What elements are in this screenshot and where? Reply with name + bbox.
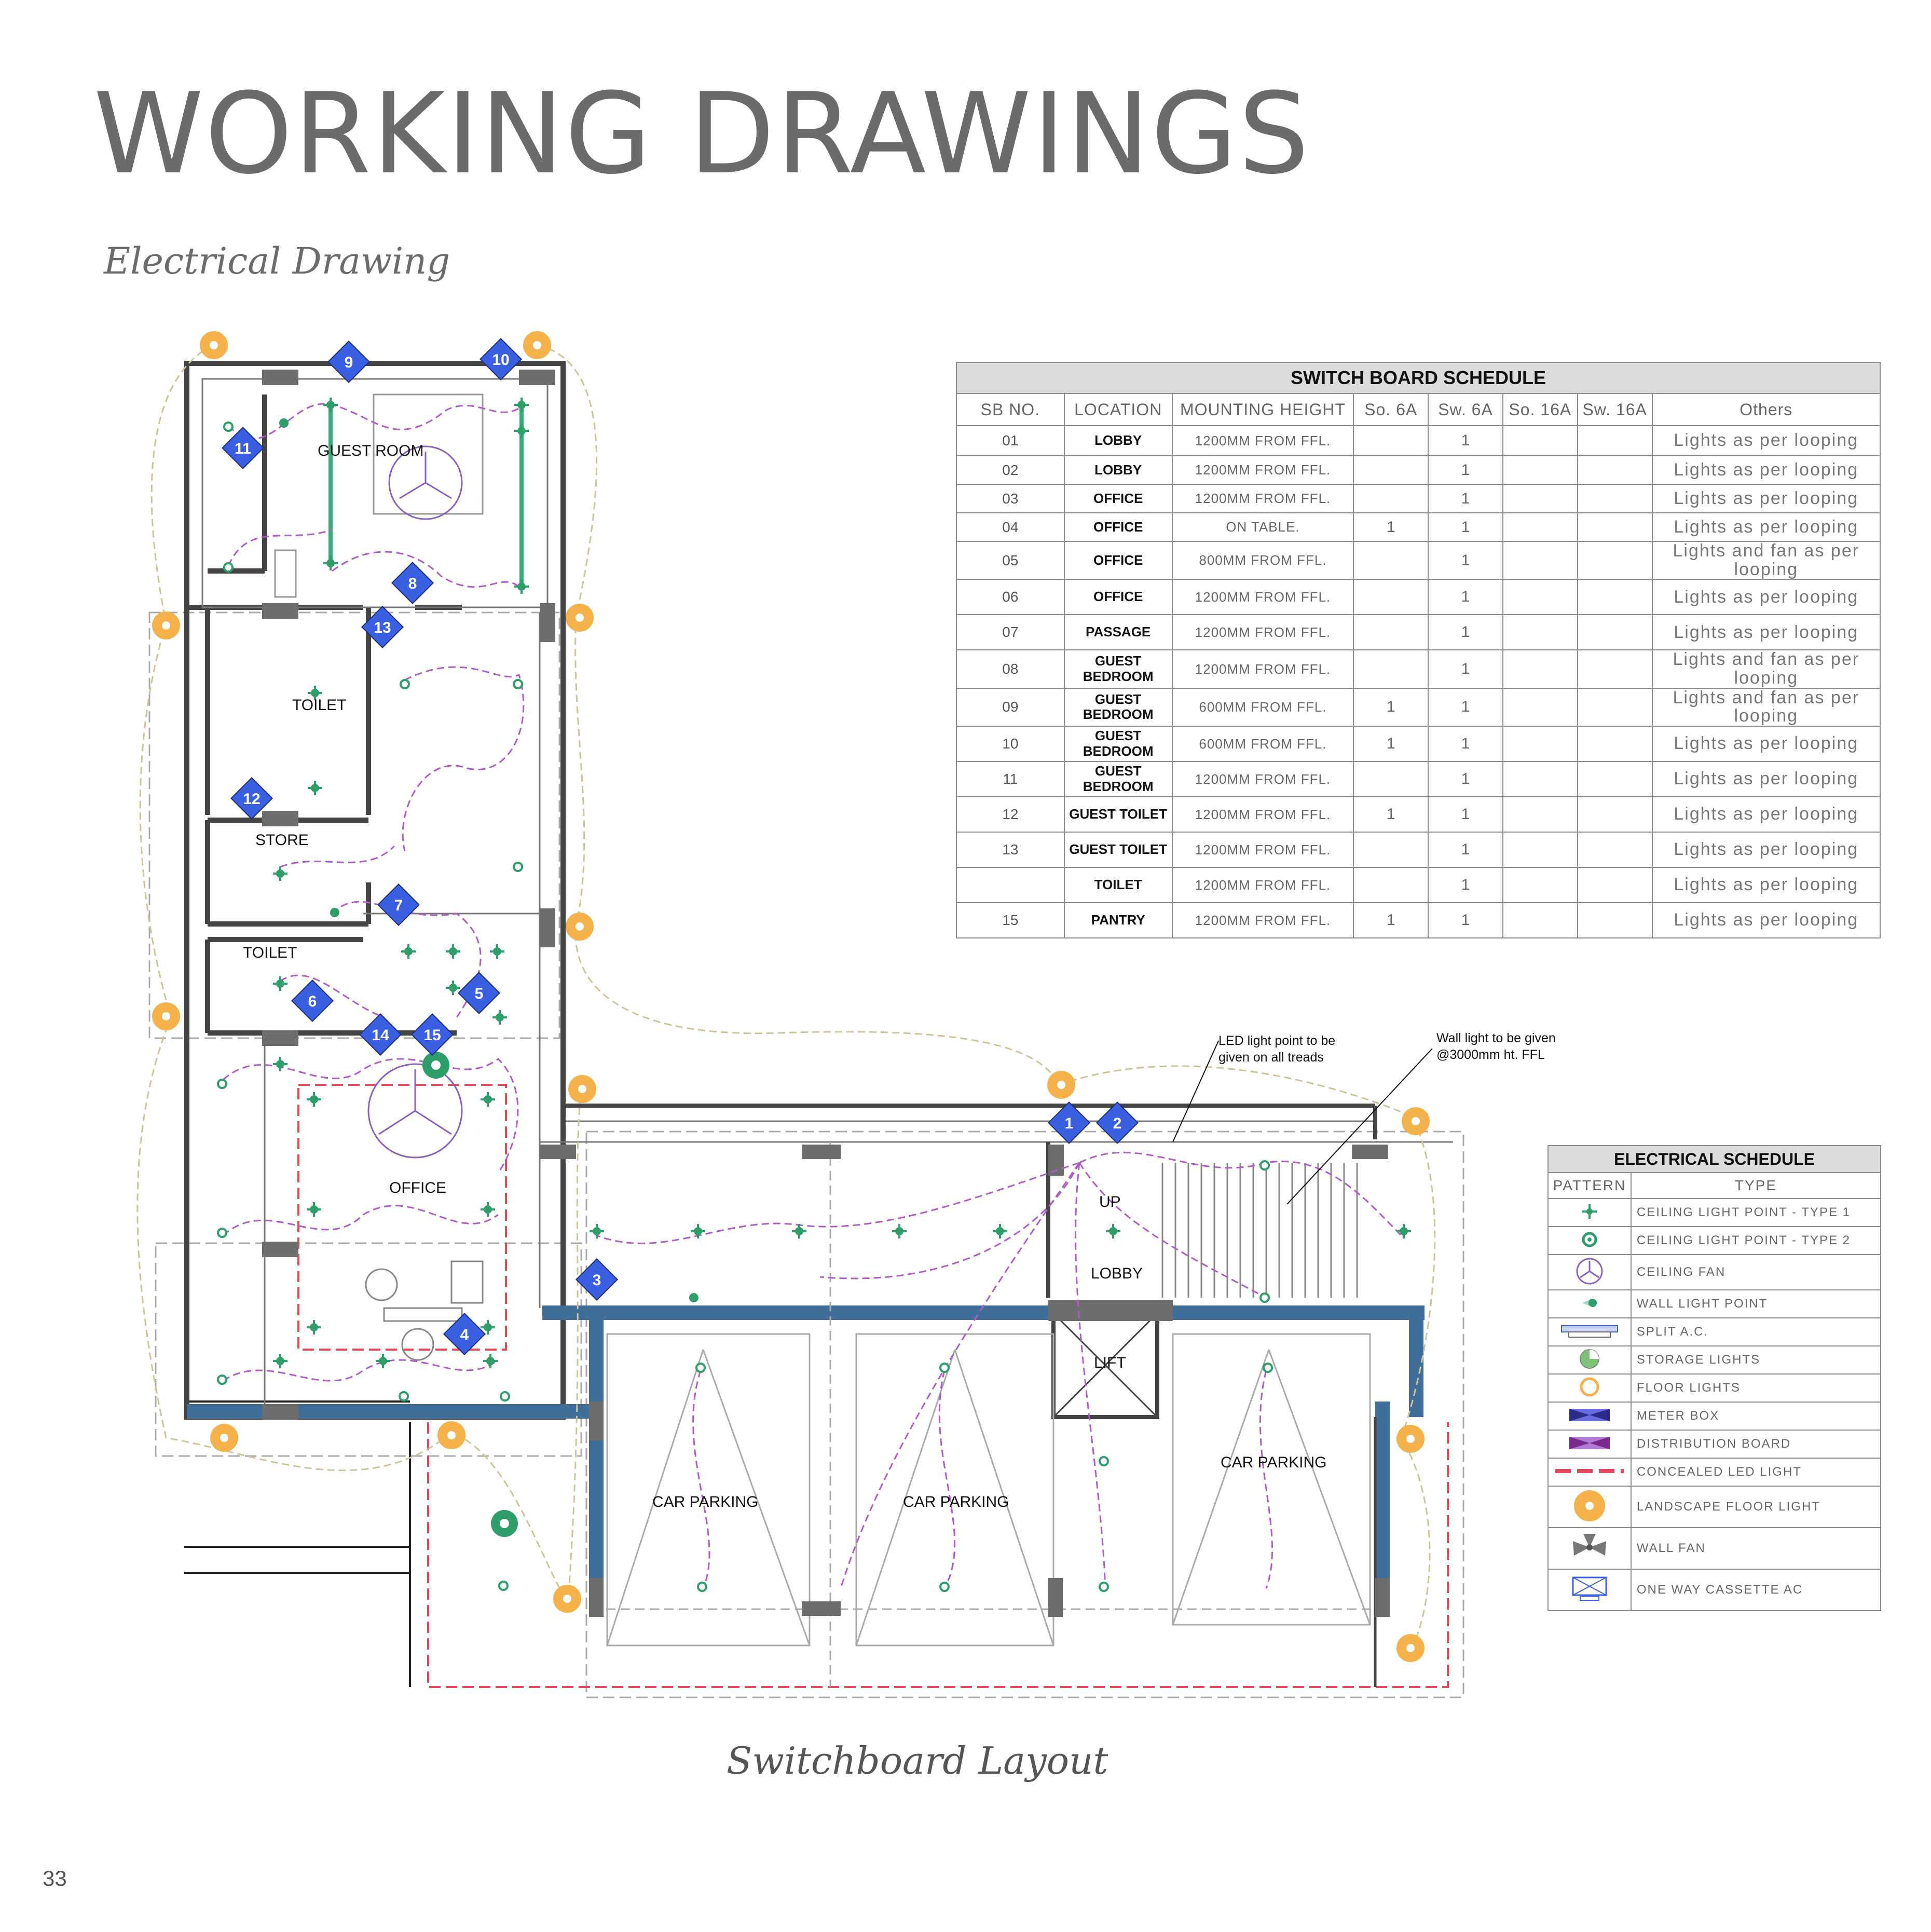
cell-mounting-height: 800MM FROM FFL. (1172, 541, 1354, 579)
col-header-type: TYPE (1631, 1173, 1881, 1199)
cell-so-6a (1353, 615, 1428, 650)
page-title: WORKING DRAWINGS (93, 69, 1310, 199)
stair-up-label: UP (1099, 1193, 1121, 1210)
switchboard-marker-7[interactable] (378, 884, 419, 925)
cell-sb-no: 06 (956, 579, 1064, 615)
cell-location: GUEST BEDROOM (1064, 650, 1172, 688)
electrical-schedule-title: ELECTRICAL SCHEDULE (1548, 1146, 1881, 1173)
electrical-row (1548, 1430, 1881, 1458)
cell-so-16a (1503, 650, 1578, 688)
ceiling-fan-icon (1548, 1255, 1631, 1290)
cell-others: Lights as per looping (1652, 456, 1880, 484)
cell-sb-no (956, 867, 1064, 903)
svg-text:7: 7 (394, 897, 403, 914)
cell-so-6a (1353, 456, 1428, 484)
cell-sw-16a (1578, 650, 1652, 688)
cell-sw-16a (1578, 541, 1652, 579)
cell-so-6a (1353, 867, 1428, 903)
cell-sw-6a: 1 (1428, 867, 1503, 903)
electrical-row (1548, 1255, 1881, 1290)
note-wall-line2: @3000mm ht. FFL (1436, 1047, 1545, 1062)
cell-so-6a: 1 (1353, 726, 1428, 761)
cell-sb-no: 05 (956, 541, 1064, 579)
distribution-board-icon (1548, 1430, 1631, 1458)
cell-sb-no: 02 (956, 456, 1064, 484)
note-led-line2: given on all treads (1218, 1050, 1324, 1065)
electrical-type-label: CEILING FAN (1631, 1255, 1881, 1290)
drawing-notes (1218, 1031, 1556, 1065)
svg-text:3: 3 (592, 1272, 601, 1289)
cell-others: Lights as per looping (1652, 832, 1880, 867)
cell-others: Lights as per looping (1652, 761, 1880, 797)
cell-mounting-height: 1200MM FROM FFL. (1172, 426, 1354, 456)
cell-location: GUEST BEDROOM (1064, 761, 1172, 797)
cell-location: GUEST BEDROOM (1064, 726, 1172, 761)
switchboard-marker-14[interactable] (360, 1014, 401, 1055)
electrical-type-label: STORAGE LIGHTS (1631, 1346, 1881, 1374)
cell-location: TOILET (1064, 867, 1172, 903)
electrical-type-label: CEILING LIGHT POINT - TYPE 2 (1631, 1227, 1881, 1255)
concealed-led-icon (1548, 1458, 1631, 1486)
svg-text:1: 1 (1064, 1115, 1074, 1132)
ceiling-light-type1-icon (1548, 1199, 1631, 1227)
switchboard-marker-4[interactable] (444, 1313, 485, 1354)
cell-so-16a (1503, 513, 1578, 541)
cell-sw-6a: 1 (1428, 832, 1503, 867)
cell-so-16a (1503, 761, 1578, 797)
switchboard-marker-1[interactable] (1048, 1102, 1089, 1143)
cell-so-16a (1503, 456, 1578, 484)
room-label-toilet-2: TOILET (243, 944, 297, 961)
electrical-row (1548, 1528, 1881, 1569)
cell-sw-6a: 1 (1428, 541, 1503, 579)
cell-others: Lights as per looping (1652, 903, 1880, 938)
schedule-row (956, 541, 1880, 579)
cell-so-6a (1353, 761, 1428, 797)
schedule-row (956, 484, 1880, 513)
switchboard-marker-15[interactable] (412, 1014, 453, 1055)
switchboard-marker-2[interactable] (1097, 1102, 1138, 1143)
cell-sb-no: 10 (956, 726, 1064, 761)
cell-sw-6a: 1 (1428, 726, 1503, 761)
cell-so-16a (1503, 726, 1578, 761)
electrical-row (1548, 1374, 1881, 1402)
col-header-sb-no: SB NO. (956, 393, 1064, 426)
cell-sw-16a (1578, 579, 1652, 615)
cell-mounting-height: 1200MM FROM FFL. (1172, 615, 1354, 650)
room-label-lift: LIFT (1094, 1354, 1126, 1371)
cell-others: Lights as per looping (1652, 867, 1880, 903)
electrical-type-label: FLOOR LIGHTS (1631, 1374, 1881, 1402)
schedule-row (956, 761, 1880, 797)
cell-sw-6a: 1 (1428, 426, 1503, 456)
room-label-office: OFFICE (389, 1179, 446, 1196)
cell-sb-no: 13 (956, 832, 1064, 867)
electrical-row (1548, 1318, 1881, 1346)
cell-sw-16a (1578, 615, 1652, 650)
electrical-type-label: CONCEALED LED LIGHT (1631, 1458, 1881, 1486)
cell-sb-no: 11 (956, 761, 1064, 797)
cell-so-16a (1503, 797, 1578, 832)
electrical-type-label: METER BOX (1631, 1402, 1881, 1430)
note-wall-line1: Wall light to be given (1436, 1031, 1556, 1045)
cell-sb-no: 07 (956, 615, 1064, 650)
cell-mounting-height: ON TABLE. (1172, 513, 1354, 541)
electrical-type-label: CEILING LIGHT POINT - TYPE 1 (1631, 1199, 1881, 1227)
cell-sb-no: 01 (956, 426, 1064, 456)
cell-others: Lights as per looping (1652, 513, 1880, 541)
cell-mounting-height: 600MM FROM FFL. (1172, 688, 1354, 726)
cell-so-6a (1353, 832, 1428, 867)
cell-so-6a (1353, 579, 1428, 615)
cell-location: OFFICE (1064, 484, 1172, 513)
room-label-car-parking-2: CAR PARKING (903, 1493, 1009, 1511)
cell-so-6a: 1 (1353, 903, 1428, 938)
cassette-ac-icon (1548, 1569, 1631, 1611)
schedule-row (956, 726, 1880, 761)
floor-lights-icon (1548, 1374, 1631, 1402)
cell-sw-6a: 1 (1428, 615, 1503, 650)
schedule-row (956, 903, 1880, 938)
cell-sw-16a (1578, 426, 1652, 456)
page-number: 33 (43, 1866, 67, 1890)
cell-so-16a (1503, 903, 1578, 938)
cell-sw-16a (1578, 832, 1652, 867)
switchboard-marker-9[interactable] (328, 341, 369, 382)
cell-others: Lights and fan as per looping (1652, 650, 1880, 688)
cell-location: LOBBY (1064, 426, 1172, 456)
cell-location: GUEST BEDROOM (1064, 688, 1172, 726)
svg-text:13: 13 (374, 619, 391, 636)
svg-text:2: 2 (1113, 1115, 1122, 1132)
cell-sb-no: 09 (956, 688, 1064, 726)
drawing-caption: Switchboard Layout (727, 1739, 1108, 1783)
cell-so-16a (1503, 541, 1578, 579)
schedule-body (956, 426, 1880, 938)
electrical-row (1548, 1199, 1881, 1227)
cell-others: Lights and fan as per looping (1652, 688, 1880, 726)
cell-others: Lights as per looping (1652, 426, 1880, 456)
svg-text:15: 15 (423, 1027, 441, 1044)
cell-so-6a (1353, 541, 1428, 579)
electrical-type-label: WALL FAN (1631, 1528, 1881, 1569)
page-subtitle: Electrical Drawing (104, 240, 450, 282)
electrical-row (1548, 1486, 1881, 1528)
split-ac-icon (1548, 1318, 1631, 1346)
switchboard-marker-3[interactable] (576, 1259, 617, 1300)
cell-sw-6a: 1 (1428, 579, 1503, 615)
wall-light-points (279, 418, 699, 1302)
cell-so-6a (1353, 426, 1428, 456)
cell-mounting-height: 1200MM FROM FFL. (1172, 832, 1354, 867)
cell-sb-no: 15 (956, 903, 1064, 938)
cell-so-6a: 1 (1353, 513, 1428, 541)
electrical-row (1548, 1569, 1881, 1611)
electrical-row (1548, 1402, 1881, 1430)
cell-others: Lights as per looping (1652, 484, 1880, 513)
electrical-type-label: WALL LIGHT POINT (1631, 1290, 1881, 1318)
schedule-row (956, 579, 1880, 615)
cell-so-16a (1503, 484, 1578, 513)
cell-mounting-height: 1200MM FROM FFL. (1172, 867, 1354, 903)
cell-so-6a (1353, 484, 1428, 513)
svg-text:6: 6 (308, 993, 317, 1010)
schedule-row (956, 867, 1880, 903)
cell-location: LOBBY (1064, 456, 1172, 484)
wall-light-icon (1548, 1290, 1631, 1318)
cell-so-6a: 1 (1353, 688, 1428, 726)
cell-so-16a (1503, 688, 1578, 726)
cell-sw-6a: 1 (1428, 513, 1503, 541)
cell-location: PASSAGE (1064, 615, 1172, 650)
note-led-line1: LED light point to be (1218, 1033, 1336, 1048)
switchboard-marker-5[interactable] (458, 972, 499, 1013)
upper-wing-walls (187, 363, 563, 1417)
cell-sw-16a (1578, 484, 1652, 513)
room-label-toilet-1: TOILET (292, 697, 347, 714)
electrical-row (1548, 1346, 1881, 1374)
col-header-pattern: PATTERN (1548, 1173, 1631, 1199)
svg-text:4: 4 (460, 1326, 469, 1343)
cell-location: GUEST TOILET (1064, 797, 1172, 832)
cell-sw-16a (1578, 867, 1652, 903)
schedule-title: SWITCH BOARD SCHEDULE (956, 362, 1880, 393)
cell-mounting-height: 1200MM FROM FFL. (1172, 797, 1354, 832)
electrical-type-label: SPLIT A.C. (1631, 1318, 1881, 1346)
electrical-row (1548, 1290, 1881, 1318)
cell-others: Lights as per looping (1652, 615, 1880, 650)
cell-sw-6a: 1 (1428, 456, 1503, 484)
electrical-row (1548, 1458, 1881, 1486)
switchboard-marker-11[interactable] (222, 427, 263, 468)
electrical-body (1548, 1199, 1881, 1611)
cell-sw-16a (1578, 688, 1652, 726)
cell-mounting-height: 1200MM FROM FFL. (1172, 761, 1354, 797)
wall-light-strips (331, 405, 522, 587)
cell-sw-16a (1578, 797, 1652, 832)
ceiling-light-type2-icon (1548, 1227, 1631, 1255)
col-header-sw-16a: Sw. 16A (1578, 393, 1652, 426)
schedule-row (956, 832, 1880, 867)
cell-location: OFFICE (1064, 541, 1172, 579)
electrical-schedule (1547, 1145, 1881, 1611)
cell-so-16a (1503, 832, 1578, 867)
cell-sw-16a (1578, 513, 1652, 541)
cell-mounting-height: 1200MM FROM FFL. (1172, 903, 1354, 938)
col-header-sw-6a: Sw. 6A (1428, 393, 1503, 426)
cell-mounting-height: 600MM FROM FFL. (1172, 726, 1354, 761)
cell-mounting-height: 1200MM FROM FFL. (1172, 484, 1354, 513)
cell-mounting-height: 1200MM FROM FFL. (1172, 456, 1354, 484)
electrical-type-label: DISTRIBUTION BOARD (1631, 1430, 1881, 1458)
col-header-location: LOCATION (1064, 393, 1172, 426)
stair-treads (1162, 1163, 1357, 1298)
svg-text:9: 9 (344, 354, 353, 371)
cell-others: Lights and fan as per looping (1652, 541, 1880, 579)
note-leaders (1173, 1041, 1432, 1204)
cell-sw-16a (1578, 761, 1652, 797)
cell-sb-no: 04 (956, 513, 1064, 541)
cell-sw-6a: 1 (1428, 761, 1503, 797)
cell-sw-16a (1578, 726, 1652, 761)
col-header-others: Others (1652, 393, 1880, 426)
svg-text:12: 12 (243, 791, 261, 808)
cell-sb-no: 12 (956, 797, 1064, 832)
wall-fan-icon (1548, 1528, 1631, 1569)
cell-others: Lights as per looping (1652, 726, 1880, 761)
col-header-so-16a: So. 16A (1503, 393, 1578, 426)
cell-sw-6a: 1 (1428, 484, 1503, 513)
landscape-floor-light-icon (1548, 1486, 1631, 1528)
schedule-row (956, 456, 1880, 484)
svg-text:11: 11 (235, 440, 251, 457)
electrical-row (1548, 1227, 1881, 1255)
room-label-lobby: LOBBY (1091, 1265, 1143, 1282)
switch-board-schedule (956, 362, 1881, 938)
electrical-header-row (1548, 1173, 1881, 1199)
cell-sw-6a: 1 (1428, 903, 1503, 938)
col-header-mounting-height: MOUNTING HEIGHT (1172, 393, 1354, 426)
electrical-type-label: ONE WAY CASSETTE AC (1631, 1569, 1881, 1611)
meter-box-icon (1548, 1402, 1631, 1430)
cell-sw-6a: 1 (1428, 650, 1503, 688)
cell-location: GUEST TOILET (1064, 832, 1172, 867)
cell-sw-6a: 1 (1428, 797, 1503, 832)
room-label-store: STORE (255, 832, 309, 849)
cell-sw-6a: 1 (1428, 688, 1503, 726)
switchboard-marker-8[interactable] (392, 562, 433, 603)
cell-location: PANTRY (1064, 903, 1172, 938)
cell-so-6a: 1 (1353, 797, 1428, 832)
room-label-car-parking-3: CAR PARKING (1221, 1454, 1327, 1471)
room-label-guest-room: GUEST ROOM (318, 442, 424, 459)
cell-others: Lights as per looping (1652, 797, 1880, 832)
cell-location: OFFICE (1064, 579, 1172, 615)
cell-others: Lights as per looping (1652, 579, 1880, 615)
cell-mounting-height: 1200MM FROM FFL. (1172, 579, 1354, 615)
schedule-row (956, 615, 1880, 650)
col-header-so-6a: So. 6A (1353, 393, 1428, 426)
guest-room-furniture (275, 394, 483, 597)
schedule-row (956, 797, 1880, 832)
svg-text:14: 14 (372, 1027, 389, 1044)
cell-mounting-height: 1200MM FROM FFL. (1172, 650, 1354, 688)
cell-sb-no: 08 (956, 650, 1064, 688)
cell-so-16a (1503, 867, 1578, 903)
schedule-row (956, 513, 1880, 541)
schedule-row (956, 688, 1880, 726)
cell-so-16a (1503, 579, 1578, 615)
schedule-row (956, 426, 1880, 456)
cell-sw-16a (1578, 903, 1652, 938)
schedule-row (956, 650, 1880, 688)
room-label-car-parking-1: CAR PARKING (652, 1493, 759, 1511)
cell-location: OFFICE (1064, 513, 1172, 541)
schedule-header-row (956, 393, 1880, 426)
cell-so-16a (1503, 615, 1578, 650)
storage-lights-icon (1548, 1346, 1631, 1374)
cell-sb-no: 03 (956, 484, 1064, 513)
switchboard-marker-10[interactable] (480, 338, 521, 379)
cell-so-6a (1353, 650, 1428, 688)
parking-bays (592, 1142, 1375, 1687)
cell-sw-16a (1578, 456, 1652, 484)
svg-text:10: 10 (492, 351, 510, 369)
cell-so-16a (1503, 426, 1578, 456)
svg-text:8: 8 (408, 575, 417, 592)
switchboard-marker-6[interactable] (292, 980, 333, 1021)
electrical-type-label: LANDSCAPE FLOOR LIGHT (1631, 1486, 1881, 1528)
svg-text:5: 5 (474, 985, 484, 1002)
